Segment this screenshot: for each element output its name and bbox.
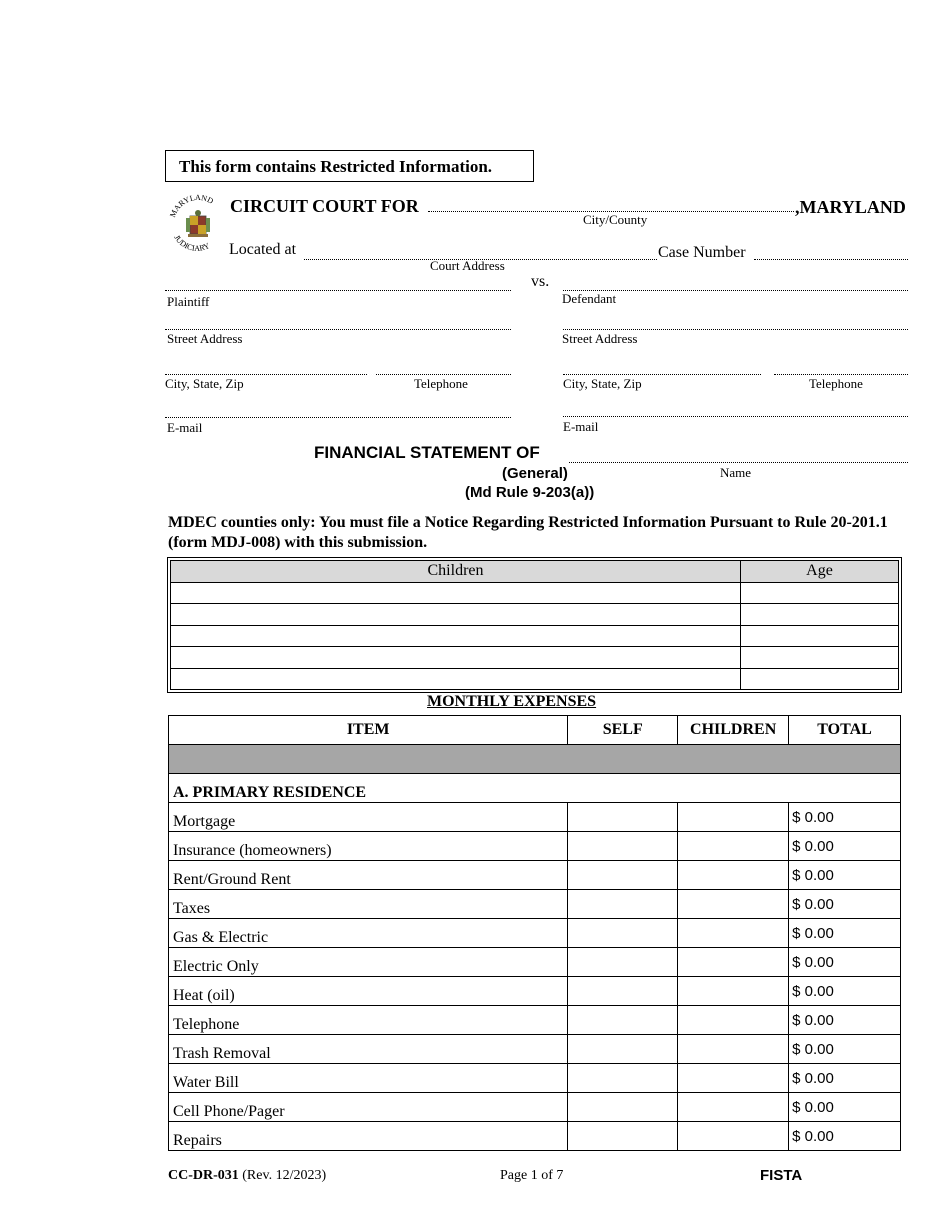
expense-self-input[interactable] <box>568 861 678 890</box>
expense-item-label: Heat (oil) <box>169 977 568 1006</box>
expense-children-input[interactable] <box>678 1093 789 1122</box>
self-header: SELF <box>568 716 678 745</box>
maryland-judiciary-seal-icon <box>168 192 226 260</box>
children-header: CHILDREN <box>678 716 789 745</box>
plaintiff-city-field[interactable] <box>165 374 367 375</box>
monthly-expenses-table <box>168 715 901 1151</box>
state-suffix: ,MARYLAND <box>795 197 906 217</box>
expense-children-input[interactable] <box>678 948 789 977</box>
child-age-cell[interactable] <box>741 582 899 604</box>
expense-self-input[interactable] <box>568 1064 678 1093</box>
expense-total-value: $ 0.00 <box>789 832 901 861</box>
gray-separator-row <box>169 745 901 774</box>
expense-children-input[interactable] <box>678 1035 789 1064</box>
age-header: Age <box>741 561 899 583</box>
expense-row <box>169 919 901 948</box>
child-age-cell[interactable] <box>741 647 899 669</box>
child-age-cell[interactable] <box>741 625 899 647</box>
defendant-street-field[interactable] <box>563 329 908 330</box>
expense-self-input[interactable] <box>568 1006 678 1035</box>
restricted-notice: This form contains Restricted Information. <box>165 150 534 182</box>
expense-total-value: $ 0.00 <box>789 1064 901 1093</box>
expense-total-value: $ 0.00 <box>789 919 901 948</box>
plaintiff-city-label: City, State, Zip <box>165 376 244 391</box>
plaintiff-street-field[interactable] <box>165 329 511 330</box>
svg-text:MARYLAND <box>168 193 215 219</box>
form-rule: (Md Rule 9-203(a)) <box>465 484 595 501</box>
expense-item-label: Repairs <box>169 1122 568 1151</box>
form-title: FINANCIAL STATEMENT OF <box>314 443 540 462</box>
name-label: Name <box>720 465 752 480</box>
seal-bottom-text: JUDICIARY <box>172 233 212 253</box>
expense-total-value: $ 0.00 <box>789 803 901 832</box>
footer-form-id: FISTA <box>760 1167 803 1184</box>
footer-form-code-line <box>168 1168 326 1184</box>
expense-row <box>169 1064 901 1093</box>
child-name-cell[interactable] <box>171 647 741 669</box>
total-header: TOTAL <box>789 716 901 745</box>
child-age-cell[interactable] <box>741 604 899 626</box>
expense-row <box>169 977 901 1006</box>
defendant-city-label: City, State, Zip <box>563 376 642 391</box>
name-field[interactable] <box>569 462 908 463</box>
footer-revision: (Rev. 12/2023) <box>242 1168 327 1183</box>
expense-total-value: $ 0.00 <box>789 861 901 890</box>
city-county-label: City/County <box>583 212 648 227</box>
expense-children-input[interactable] <box>678 919 789 948</box>
expense-item-label: Electric Only <box>169 948 568 977</box>
expense-row <box>169 890 901 919</box>
expense-item-label: Trash Removal <box>169 1035 568 1064</box>
defendant-telephone-label: Telephone <box>809 376 863 391</box>
expense-self-input[interactable] <box>568 1035 678 1064</box>
expense-self-input[interactable] <box>568 948 678 977</box>
expense-row <box>169 948 901 977</box>
expense-children-input[interactable] <box>678 977 789 1006</box>
vs-label: vs. <box>531 273 550 290</box>
expense-row <box>169 1093 901 1122</box>
case-number-label: Case Number <box>658 244 746 261</box>
expense-self-input[interactable] <box>568 977 678 1006</box>
defendant-city-field[interactable] <box>563 374 761 375</box>
seal-top-text: MARYLAND <box>168 192 215 219</box>
child-name-cell[interactable] <box>171 582 741 604</box>
expense-self-input[interactable] <box>568 832 678 861</box>
defendant-email-field[interactable] <box>563 416 908 417</box>
monthly-expenses-heading: MONTHLY EXPENSES <box>427 693 597 710</box>
expense-row <box>169 1035 901 1064</box>
expense-item-label: Taxes <box>169 890 568 919</box>
court-address-label: Court Address <box>430 258 505 273</box>
expense-total-value: $ 0.00 <box>789 890 901 919</box>
expense-total-value: $ 0.00 <box>789 977 901 1006</box>
expense-self-input[interactable] <box>568 1122 678 1151</box>
expense-total-value: $ 0.00 <box>789 948 901 977</box>
expense-total-value: $ 0.00 <box>789 1093 901 1122</box>
defendant-label: Defendant <box>562 291 617 306</box>
expense-self-input[interactable] <box>568 1093 678 1122</box>
mdec-notice: MDEC counties only: You must file a Notice Regarding Restricted Information Pursuant to Rule 20-201.1 (form MDJ-008) with this submission. <box>168 514 888 551</box>
expense-self-input[interactable] <box>568 919 678 948</box>
case-number-field[interactable] <box>754 259 908 260</box>
expense-item-label: Mortgage <box>169 803 568 832</box>
child-age-cell[interactable] <box>741 668 899 690</box>
expense-children-input[interactable] <box>678 1122 789 1151</box>
defendant-telephone-field[interactable] <box>774 374 908 375</box>
plaintiff-street-label: Street Address <box>167 331 243 346</box>
children-header: Children <box>171 561 741 583</box>
expense-item-label: Telephone <box>169 1006 568 1035</box>
plaintiff-email-label: E-mail <box>167 420 203 435</box>
expense-item-label: Gas & Electric <box>169 919 568 948</box>
expense-total-value: $ 0.00 <box>789 1122 901 1151</box>
located-at-label: Located at <box>229 241 297 258</box>
plaintiff-field[interactable] <box>165 290 511 291</box>
expense-children-input[interactable] <box>678 832 789 861</box>
child-name-cell[interactable] <box>171 625 741 647</box>
form-subtitle: (General) <box>502 465 568 482</box>
plaintiff-email-field[interactable] <box>165 417 511 418</box>
plaintiff-telephone-field[interactable] <box>376 374 511 375</box>
footer-page-number: Page 1 of 7 <box>500 1168 564 1183</box>
defendant-email-label: E-mail <box>563 419 599 434</box>
item-header: ITEM <box>169 716 568 745</box>
expense-item-label: Cell Phone/Pager <box>169 1093 568 1122</box>
children-table <box>167 557 902 693</box>
expense-children-input[interactable] <box>678 803 789 832</box>
expense-row <box>169 1006 901 1035</box>
expense-total-value: $ 0.00 <box>789 1035 901 1064</box>
plaintiff-label: Plaintiff <box>167 294 210 309</box>
section-a-heading: A. PRIMARY RESIDENCE <box>169 774 901 803</box>
expense-row <box>169 1122 901 1151</box>
expense-children-input[interactable] <box>678 861 789 890</box>
expense-row <box>169 861 901 890</box>
expense-children-input[interactable] <box>678 890 789 919</box>
expense-row <box>169 803 901 832</box>
expense-self-input[interactable] <box>568 803 678 832</box>
expense-children-input[interactable] <box>678 1064 789 1093</box>
expense-item-label: Insurance (homeowners) <box>169 832 568 861</box>
child-name-cell[interactable] <box>171 668 741 690</box>
expense-self-input[interactable] <box>568 890 678 919</box>
child-name-cell[interactable] <box>171 604 741 626</box>
expense-item-label: Rent/Ground Rent <box>169 861 568 890</box>
court-label: CIRCUIT COURT FOR <box>230 196 419 216</box>
expense-total-value: $ 0.00 <box>789 1006 901 1035</box>
defendant-street-label: Street Address <box>562 331 638 346</box>
expense-item-label: Water Bill <box>169 1064 568 1093</box>
expense-row <box>169 832 901 861</box>
plaintiff-telephone-label: Telephone <box>414 376 468 391</box>
footer-form-code: CC-DR-031 <box>168 1168 239 1183</box>
expense-children-input[interactable] <box>678 1006 789 1035</box>
